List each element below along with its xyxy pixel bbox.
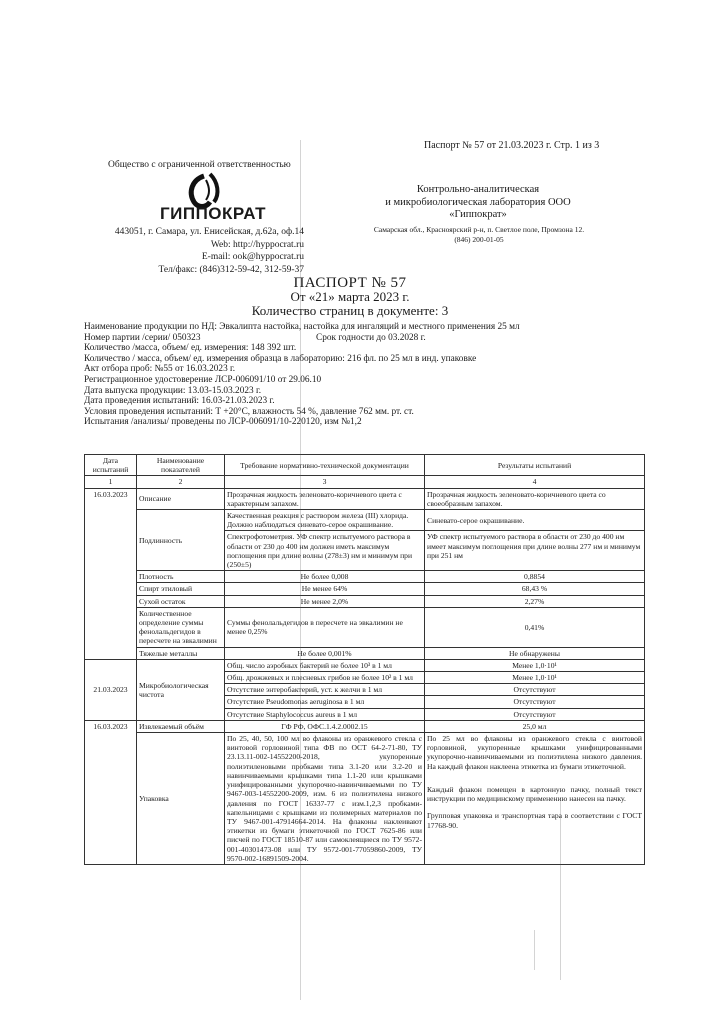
lab-line-3: «Гиппократ» (449, 209, 507, 220)
company-contacts (104, 226, 304, 276)
row-name-density: Плотность (137, 571, 225, 583)
table-row (85, 659, 645, 671)
table-row (85, 488, 645, 509)
row-req-micro-2: Общ. дрожжевых и плесневых грибов не более 10² в 1 мл (225, 672, 425, 684)
info-tests-date: Дата проведения испытаний: 16.03-21.03.2023 г. (84, 396, 275, 407)
row-req-metals: Не более 0,001% (225, 647, 425, 659)
row-name-authenticity: Подлинность (137, 510, 225, 571)
company-web[interactable]: Web: http://hyppocrat.ru (210, 239, 304, 250)
packaging-result-2: Каждый флакон помещен в картонную пачку, полный текст инструкции по медицинскому применению нанесен на пачку. (427, 784, 642, 804)
row-req-dry-residue: Не менее 2,0% (225, 595, 425, 607)
row-req-micro-5: Отсутствие Staphylococcus aureus в 1 мл (225, 708, 425, 720)
table-number-row (85, 476, 645, 488)
date-cell: 16.03.2023 (85, 720, 137, 864)
lab-line-1: Контрольно-аналитическая (416, 184, 540, 195)
passport-date: От «21» марта 2023 г. (290, 289, 410, 304)
packaging-result-3: Групповая упаковка и транспортная тара в соответствии с ГОСТ 17768-90. (427, 811, 642, 830)
lab-address: Самарская обл., Красноярский р-н, п. Светлое поле, Промзона 12. (373, 225, 585, 234)
row-name-phenol: Количественное определение суммы фенолальдегидов в пересчете на эвкалимин (137, 607, 225, 647)
row-res-micro-1: Менее 1,0·10¹ (425, 659, 645, 671)
row-res-micro-3: Отсутствуют (425, 684, 645, 696)
row-res-packaging (425, 733, 645, 865)
lab-name (358, 184, 598, 222)
row-req-micro-3: Отсутствие энтеробактерий, уст. к желчи в 1 мл (225, 684, 425, 696)
header-indicator: Наименование показателей (137, 455, 225, 476)
table-row (85, 510, 645, 531)
row-res-ethanol: 68,43 % (425, 583, 645, 595)
info-shelf-life: Срок годности до 03.2028 г. (316, 332, 426, 343)
info-conditions: Условия проведения испытаний: Т +20°С, влажность 54 %, давление 762 мм. рт. ст. (84, 406, 414, 417)
company-org-type: Общество с ограниченной ответственностью (108, 160, 291, 170)
passport-pages: Количество страниц в документе: 3 (251, 303, 449, 318)
table-row (85, 647, 645, 659)
lab-line-2: и микробиологическая лаборатория ООО (385, 196, 571, 208)
row-res-micro-4: Отсутствуют (425, 696, 645, 708)
company-email[interactable]: E-mail: ook@hyppocrat.ru (201, 252, 304, 262)
company-logo-text: ГИППОКРАТ (160, 204, 267, 223)
row-req-micro-4: Отсутствие Pseudomonas aeruginosa в 1 мл (225, 696, 425, 708)
info-release: Дата выпуска продукции: 13.03-15.03.2023 г. (84, 385, 262, 396)
info-batch: Номер партии /серии/ 050323 (84, 332, 201, 343)
row-req-authenticity-2: Спектрофотометрия. УФ спектр испытуемого раствора в области от 230 до 400 нм должен иметь максимум поглощения при длине волны (278±3) нм и минимум при (250±5) (225, 531, 425, 571)
table-row (85, 595, 645, 607)
row-res-density: 0,8854 (425, 571, 645, 583)
lab-address-block (354, 225, 604, 244)
col-num-2: 2 (137, 476, 225, 488)
passport-title: ПАСПОРТ № 57 (293, 275, 407, 291)
col-num-3: 3 (225, 476, 425, 488)
row-name-dry-residue: Сухой остаток (137, 595, 225, 607)
row-res-description: Прозрачная жидкость зеленовато-коричневого цвета со своеобразным запахом. (425, 488, 645, 509)
info-tests-by: Испытания /анализы/ проведены по ЛСР-006091/10-220120, изм №1,2 (84, 417, 362, 428)
row-req-packaging: По 25, 40, 50, 100 мл во флаконы из оранжевого стекла с винтовой горловиной типа ФВ по ОСТ 64-2-71-80, ТУ 23.13.11-002-14552200-2018, укупоренные полиэтиленовыми пробками типа 3.1-20 или 3.2-20 и навинчиваемыми крышками типа 1.1-20 или крышками унифицированными укупорочно-навинчиваемыми по ТУ 9467-003-14552200-2009, изм. 6 из полиэтилена низкого давления по ГОСТ 16337-77 с изм.1,2,3 пробками-капельницами с крышками из полимерных материалов по ТУ 9467-001-47914664-2014. На флаконы наклеивают этикетки из бумаги этикеточной по ГОСТ 7625-86 или писчей по ГОСТ 18510-87 или самоклеящиеся по ТУ 9572-001-40301473-08 или ТУ 9572-001-77059860-2009, ТУ 9570-002-16891509-2004. (225, 733, 425, 865)
row-res-phenol: 0,41% (425, 607, 645, 647)
scan-artifact (560, 800, 561, 980)
row-name-description: Описание (137, 488, 225, 509)
company-phone: Тел/факс: (846)312-59-42, 312-59-37 (158, 264, 304, 275)
row-req-authenticity-1: Качественная реакция с раствором железа (III) хлорида. Должно наблюдаться синевато-серое окрашивание. (225, 510, 425, 531)
row-name-metals: Тяжелые металлы (137, 647, 225, 659)
row-req-micro-1: Общ. число аэробных бактерий не более 10³ в 1 мл (225, 659, 425, 671)
scan-artifact (534, 930, 535, 970)
table-row (85, 571, 645, 583)
info-quantity: Количество /масса, объем/ ед. измерения: 148 392 шт. (84, 343, 297, 354)
row-res-metals: Не обнаружены (425, 647, 645, 659)
header-result: Результаты испытаний (425, 455, 645, 476)
header-date: Дата испытаний (85, 455, 137, 476)
table-header-row (85, 455, 645, 476)
header-requirement: Требование нормативно-технической документации (225, 455, 425, 476)
passport-title-block (230, 276, 470, 318)
row-name-packaging: Упаковка (137, 733, 225, 865)
col-num-1: 1 (85, 476, 137, 488)
info-batch-line (84, 333, 644, 344)
row-name-volume: Извлекаемый объём (137, 720, 225, 732)
packaging-result-1: По 25 мл во флаконы из оранжевого стекла с винтовой горловиной, укупоренные крышками унифицированными укупорочно-навинчиваемыми из полиэтилена низкого давления. На каждый флакон наклеена этикетка из бумаги этикеточной. (427, 734, 642, 771)
row-res-dry-residue: 2,27% (425, 595, 645, 607)
row-name-ethanol: Спирт этиловый (137, 583, 225, 595)
table-row (85, 720, 645, 732)
product-info (84, 322, 644, 428)
row-name-micro: Микробиологическая чистота (137, 659, 225, 720)
row-req-density: Не более 0,008 (225, 571, 425, 583)
row-res-authenticity-2: УФ спектр испытуемого раствора в области от 230 до 400 нм имеет максимум поглощения при длине волны 277 нм и минимум при 251 нм (425, 531, 645, 571)
col-num-4: 4 (425, 476, 645, 488)
row-res-micro-2: Менее 1,0·10¹ (425, 672, 645, 684)
table-row (85, 583, 645, 595)
page-reference: Паспорт № 57 от 21.03.2023 г. Стр. 1 из 3 (424, 140, 600, 151)
row-res-micro-5: Отсутствуют (425, 708, 645, 720)
row-req-volume: ГФ РФ, ОФС.1.4.2.0002.15 (225, 720, 425, 732)
info-sample: Количество / масса, объем/ ед. измерения образца в лабораторию: 216 фл. по 25 мл в инд. упаковке (84, 353, 477, 364)
date-cell: 16.03.2023 (85, 488, 137, 659)
row-req-ethanol: Не менее 64% (225, 583, 425, 595)
row-req-description: Прозрачная жидкость зеленовато-коричневого цвета с характерным запахом. (225, 488, 425, 509)
info-product: Наименование продукции по НД: Эвкалипта настойка, настойка для ингаляций и местного применения 25 мл (84, 322, 520, 332)
info-act: Акт отбора проб: №55 от 16.03.2023 г. (84, 364, 236, 375)
scan-artifact (300, 140, 301, 1000)
table-row (85, 607, 645, 647)
row-res-authenticity-1: Синевато-серое окрашивание. (425, 510, 645, 531)
company-address: 443051, г. Самара, ул. Енисейская, д.62а, оф.14 (114, 227, 304, 237)
row-req-phenol: Суммы фенолальдегидов в пересчете на эвкалимин не менее 0,25% (225, 607, 425, 647)
date-cell: 21.03.2023 (85, 659, 137, 720)
info-registration: Регистрационное удостоверение ЛСР-006091/10 от 29.06.10 (84, 374, 322, 385)
row-res-volume: 25,0 мл (425, 720, 645, 732)
lab-phone: (846) 200-01-05 (454, 234, 504, 244)
